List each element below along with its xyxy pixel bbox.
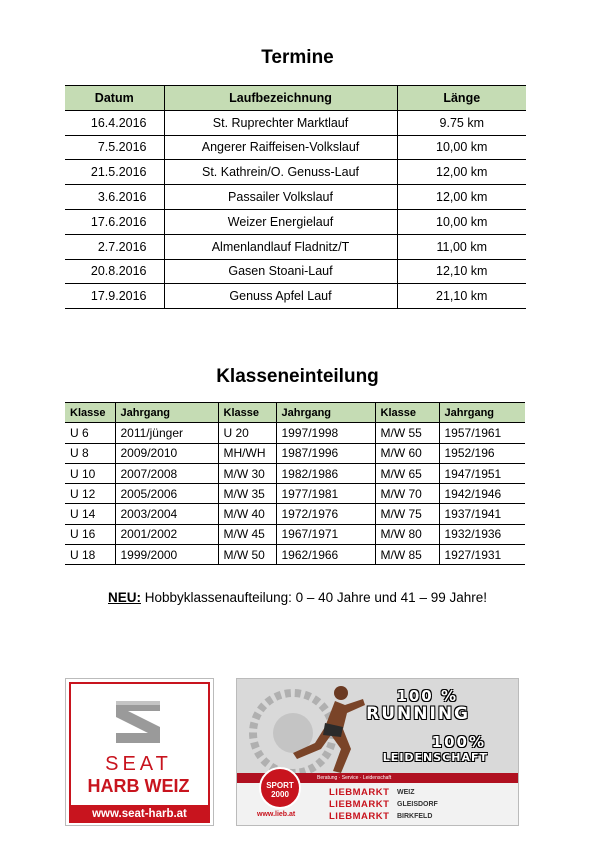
klassen-row xyxy=(65,504,525,524)
termine-datum: 17.6.2016 xyxy=(65,209,164,234)
klassen-jahrgang: 1942/1946 xyxy=(439,484,525,504)
klassen-jahrgang: 1962/1966 xyxy=(276,545,375,565)
termine-laufbezeichnung: Weizer Energielauf xyxy=(164,209,397,234)
klassen-klasse: U 14 xyxy=(65,504,115,524)
termine-laenge: 12,10 km xyxy=(397,259,526,284)
klassen-klasse: M/W 80 xyxy=(375,524,439,544)
termine-laufbezeichnung: Angerer Raiffeisen-Volkslauf xyxy=(164,135,397,160)
termine-datum: 21.5.2016 xyxy=(65,160,164,185)
klassen-jahrgang: 1997/1998 xyxy=(276,423,375,443)
seat-logo-icon xyxy=(112,697,164,747)
klassen-table xyxy=(65,402,525,565)
header-jahrgang: Jahrgang xyxy=(439,403,525,423)
klassen-jahrgang: 1937/1941 xyxy=(439,504,525,524)
termine-datum: 17.9.2016 xyxy=(65,284,164,309)
termine-laufbezeichnung: St. Kathrein/O. Genuss-Lauf xyxy=(164,160,397,185)
termine-laenge: 10,00 km xyxy=(397,209,526,234)
klassen-title: Klasseneinteilung xyxy=(216,366,379,387)
klassen-klasse: M/W 50 xyxy=(218,545,276,565)
termine-laenge: 21,10 km xyxy=(397,284,526,309)
header-klasse: Klasse xyxy=(375,403,439,423)
klassen-row xyxy=(65,484,525,504)
klassen-klasse: U 12 xyxy=(65,484,115,504)
klassen-klasse: M/W 65 xyxy=(375,463,439,483)
runner-icon xyxy=(285,683,375,775)
termine-row xyxy=(65,259,526,284)
termine-laenge: 12,00 km xyxy=(397,185,526,210)
klassen-jahrgang: 1977/1981 xyxy=(276,484,375,504)
klassen-klasse: M/W 45 xyxy=(218,524,276,544)
klassen-jahrgang: 1972/1976 xyxy=(276,504,375,524)
termine-row xyxy=(65,185,526,210)
klassen-klasse: M/W 40 xyxy=(218,504,276,524)
neu-text: Hobbyklassenaufteilung: 0 – 40 Jahre und 41 – 99 Jahre! xyxy=(141,590,487,605)
klassen-jahrgang: 1982/1986 xyxy=(276,463,375,483)
klassen-jahrgang: 2001/2002 xyxy=(115,524,218,544)
klassen-jahrgang: 1927/1931 xyxy=(439,545,525,565)
termine-laenge: 10,00 km xyxy=(397,135,526,160)
seat-ad[interactable] xyxy=(65,678,214,826)
klassen-klasse: MH/WH xyxy=(218,443,276,463)
seat-url-link[interactable]: www.seat-harb.at xyxy=(69,805,210,823)
klassen-header-row xyxy=(65,403,525,423)
running-strip: Beratung · Service · Leidenschaft xyxy=(237,773,519,783)
klassen-klasse: U 16 xyxy=(65,524,115,544)
klassen-row xyxy=(65,423,525,443)
klassen-jahrgang: 2007/2008 xyxy=(115,463,218,483)
klassen-klasse: M/W 60 xyxy=(375,443,439,463)
running-web-link[interactable]: www.lieb.at xyxy=(257,811,296,818)
header-laenge: Länge xyxy=(397,86,526,111)
termine-row xyxy=(65,284,526,309)
header-jahrgang: Jahrgang xyxy=(115,403,218,423)
klassen-jahrgang: 1957/1961 xyxy=(439,423,525,443)
liebmarkt-logo: LIEBMARKT xyxy=(329,787,390,798)
termine-laufbezeichnung: Passailer Volkslauf xyxy=(164,185,397,210)
header-laufbezeichnung: Laufbezeichnung xyxy=(164,86,397,111)
klassen-jahrgang: 2003/2004 xyxy=(115,504,218,524)
liebmarkt-logo: LIEBMARKT xyxy=(329,811,390,822)
termine-datum: 16.4.2016 xyxy=(65,110,164,135)
klassen-klasse: M/W 30 xyxy=(218,463,276,483)
liebmarkt-logo: LIEBMARKT xyxy=(329,799,390,810)
klassen-klasse: M/W 55 xyxy=(375,423,439,443)
klassen-klasse: M/W 70 xyxy=(375,484,439,504)
klassen-klasse: U 8 xyxy=(65,443,115,463)
klassen-jahrgang: 1952/196 xyxy=(439,443,525,463)
klassen-jahrgang: 1932/1936 xyxy=(439,524,525,544)
neu-note xyxy=(0,590,595,605)
klassen-klasse: U 20 xyxy=(218,423,276,443)
termine-row xyxy=(65,234,526,259)
termine-laenge: 9.75 km xyxy=(397,110,526,135)
location-birkfeld: BIRKFELD xyxy=(397,813,433,820)
location-gleisdorf: GLEISDORF xyxy=(397,801,438,808)
klassen-klasse: U 10 xyxy=(65,463,115,483)
termine-laenge: 11,00 km xyxy=(397,234,526,259)
termine-row xyxy=(65,110,526,135)
klassen-jahrgang: 2011/jünger xyxy=(115,423,218,443)
running-line2: RUNNING xyxy=(366,704,470,724)
location-weiz: WEIZ xyxy=(397,789,415,796)
termine-row xyxy=(65,135,526,160)
klassen-klasse: U 18 xyxy=(65,545,115,565)
termine-row xyxy=(65,160,526,185)
running-ad[interactable] xyxy=(236,678,519,826)
termine-table xyxy=(65,85,526,309)
termine-header-row xyxy=(65,86,526,111)
seat-brand: SEAT xyxy=(105,753,172,775)
running-line4: LEIDENSCHAFT xyxy=(382,751,488,764)
klassen-jahrgang: 1947/1951 xyxy=(439,463,525,483)
klassen-jahrgang: 1999/2000 xyxy=(115,545,218,565)
termine-datum: 2.7.2016 xyxy=(65,234,164,259)
klassen-klasse: M/W 75 xyxy=(375,504,439,524)
klassen-klasse: M/W 85 xyxy=(375,545,439,565)
termine-laufbezeichnung: St. Ruprechter Marktlauf xyxy=(164,110,397,135)
klassen-row xyxy=(65,443,525,463)
termine-laufbezeichnung: Gasen Stoani-Lauf xyxy=(164,259,397,284)
termine-row xyxy=(65,209,526,234)
running-line3: 100% xyxy=(431,733,486,751)
klassen-row xyxy=(65,524,525,544)
sport-badge: SPORT 2000 xyxy=(259,767,301,809)
termine-datum: 3.6.2016 xyxy=(65,185,164,210)
termine-title: Termine xyxy=(261,47,334,68)
termine-laufbezeichnung: Almenlandlauf Fladnitz/T xyxy=(164,234,397,259)
klassen-klasse: M/W 35 xyxy=(218,484,276,504)
seat-dealer: HARB WEIZ xyxy=(87,776,190,796)
klassen-jahrgang: 1967/1971 xyxy=(276,524,375,544)
termine-datum: 7.5.2016 xyxy=(65,135,164,160)
klassen-jahrgang: 1987/1996 xyxy=(276,443,375,463)
header-datum: Datum xyxy=(65,86,164,111)
termine-datum: 20.8.2016 xyxy=(65,259,164,284)
klassen-jahrgang: 2009/2010 xyxy=(115,443,218,463)
header-jahrgang: Jahrgang xyxy=(276,403,375,423)
termine-laenge: 12,00 km xyxy=(397,160,526,185)
neu-label: NEU: xyxy=(108,590,141,605)
klassen-row xyxy=(65,463,525,483)
running-line1: 100 % xyxy=(396,687,458,705)
klassen-klasse: U 6 xyxy=(65,423,115,443)
termine-laufbezeichnung: Genuss Apfel Lauf xyxy=(164,284,397,309)
klassen-jahrgang: 2005/2006 xyxy=(115,484,218,504)
klassen-row xyxy=(65,545,525,565)
header-klasse: Klasse xyxy=(65,403,115,423)
header-klasse: Klasse xyxy=(218,403,276,423)
